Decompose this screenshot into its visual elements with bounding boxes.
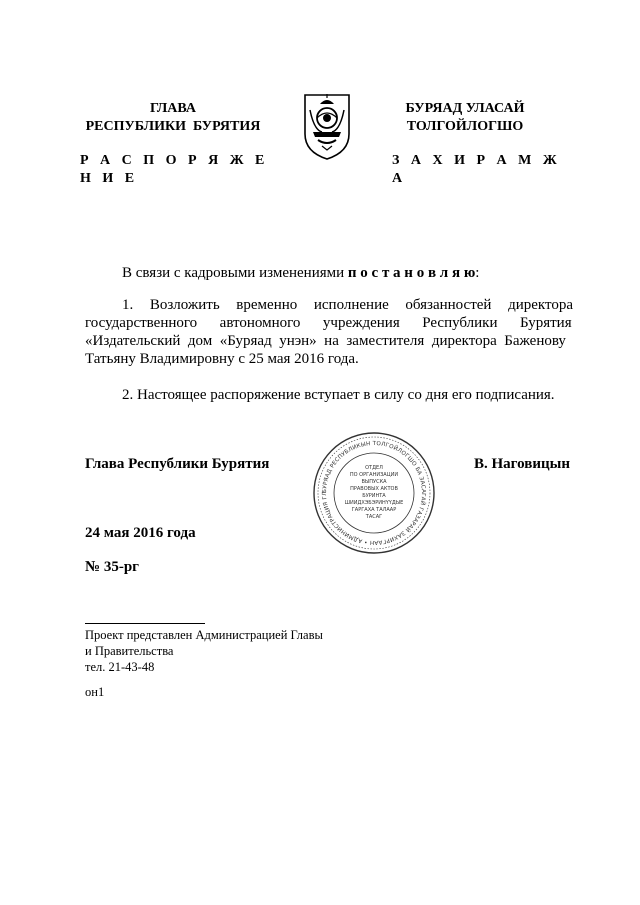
header-right-line2: ТОЛГОЙЛОГШО (406, 119, 524, 134)
document-number: № 35-рг (85, 559, 139, 575)
signatory-position: Глава Республики Бурятия (85, 456, 270, 472)
paragraph-1-line-3: «Издательский дом «Буряад унэн» на заместителя директора Баженову (85, 333, 566, 349)
header-left-title (78, 100, 268, 136)
paragraph-2: 2. Настоящее распоряжение вступает в силу со дня его подписания. (122, 387, 555, 403)
paragraph-1-line-2: государственного автономного учреждения Республики Бурятия (85, 315, 572, 331)
header-left-line2: РЕСПУБЛИКИ БУРЯТИЯ (85, 119, 261, 134)
official-seal (309, 427, 436, 555)
paragraph-1 (85, 296, 573, 368)
document-type-left: Р А С П О Р Я Ж Е Н И Е (80, 153, 269, 186)
footer-note (85, 627, 323, 675)
intro-end: : (475, 265, 480, 281)
footer-line-3: тел. 21-43-48 (85, 660, 155, 674)
seal-line-7: ГАРГАХА ТАЛААР (351, 507, 397, 513)
document-date: 24 мая 2016 года (85, 525, 196, 541)
footer-divider (85, 623, 205, 624)
seal-line-1: ОТДЕЛ (365, 465, 383, 471)
intro-paragraph (122, 264, 479, 282)
paragraph-1-line-1: 1. Возложить временно исполнение обязанностей директора (122, 297, 573, 313)
intro-text: В связи с кадровыми изменениями (122, 265, 348, 281)
footer-line-2: и Правительства (85, 644, 174, 658)
header-right-line1: БУРЯАД УЛАСАЙ (405, 101, 525, 116)
paragraph-1-line-4: Татьяну Владимировну с 25 мая 2016 года. (85, 351, 359, 367)
seal-line-6: ШИИДХЭБЭРИНҮҮДЫЕ (344, 500, 404, 506)
footer-line-1: Проект представлен Администрацией Главы (85, 628, 323, 642)
seal-line-3: ВЫПУСКА (361, 479, 387, 485)
seal-line-8: ТАСАГ (365, 514, 383, 520)
intro-decree-word: п о с т а н о в л я ю (347, 265, 476, 281)
header-right-title (380, 100, 550, 136)
signatory-name: В. Наговицын (474, 456, 570, 472)
seal-line-2: ПО ОРГАНИЗАЦИИ (349, 472, 399, 478)
seal-ring-text: БУРЯАД РЕСПУБЛИКЫН ТОЛГОЙЛОГШО БА ЗАСАГАЙ ГАЗАРАЙ ЗАХИРГААН • АДМИНИСТРАЦИЯ ГЛАВЫ РЕСПУБЛИКИ БУРЯТИЯ И ПРАВИТЕЛЬСТВА • (309, 427, 427, 546)
document-type-right: З А Х И Р А М Ж А (392, 153, 561, 186)
seal-line-5: БУРИНТА (362, 493, 386, 499)
header-left-line1: ГЛАВА (150, 101, 196, 116)
coat-of-arms-emblem (302, 92, 352, 162)
footer-code: он1 (85, 685, 105, 699)
seal-line-4: ПРАВОВЫХ АКТОВ (350, 486, 398, 492)
